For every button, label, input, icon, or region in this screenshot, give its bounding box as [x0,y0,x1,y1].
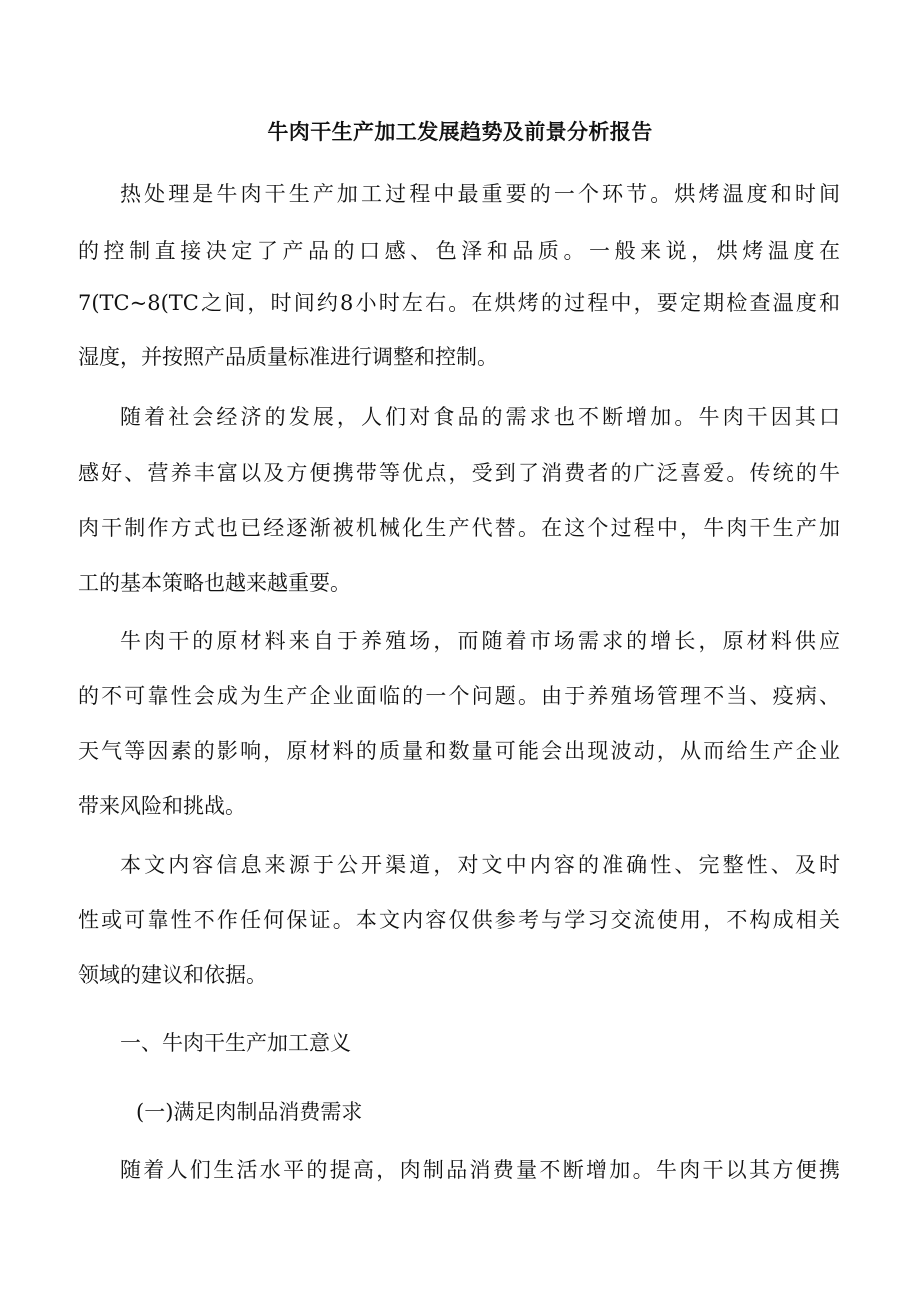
section-heading: 一、牛肉干生产加工意义 [120,1031,351,1055]
paragraph-2-line-3: 肉干制作方式也已经逐渐被机械化生产代替。在这个过程中，牛肉干生产加 [78,516,840,540]
paragraph-4-line-2: 性或可靠性不作任何保证。本文内容仅供参考与学习交流使用，不构成相关 [78,908,840,932]
document-title: 牛肉干生产加工发展趋势及前景分析报告 [267,120,653,144]
paragraph-1-line-4: 湿度，并按照产品质量标准进行调整和控制。 [78,345,498,369]
paragraph-5-line-1: 随着人们生活水平的提高，肉制品消费量不断增加。牛肉干以其方便携 [120,1158,840,1182]
paragraph-3-line-2: 的不可靠性会成为生产企业面临的一个问题。由于养殖场管理不当、疫病、 [78,684,840,708]
paragraph-3-line-4: 带来风险和挑战。 [78,794,246,818]
subsection-heading: (一)满足肉制品消费需求 [136,1100,363,1124]
paragraph-3-line-1: 牛肉干的原材料来自于养殖场，而随着市场需求的增长，原材料供应 [120,629,840,653]
paragraph-4-line-1: 本文内容信息来源于公开渠道，对文中内容的准确性、完整性、及时 [120,853,840,877]
paragraph-3-line-3: 天气等因素的影响，原材料的质量和数量可能会出现波动，从而给生产企业 [78,739,840,763]
paragraph-2-line-1: 随着社会经济的发展，人们对食品的需求也不断增加。牛肉干因其口 [120,405,840,429]
paragraph-1-line-3: 7(TC~8(TC之间，时间约8小时左右。在烘烤的过程中，要定期检查温度和 [78,291,840,315]
paragraph-1-line-2: 的控制直接决定了产品的口感、色泽和品质。一般来说，烘烤温度在 [78,239,840,263]
paragraph-4-line-3: 领域的建议和依据。 [78,963,267,987]
paragraph-1-line-1: 热处理是牛肉干生产加工过程中最重要的一个环节。烘烤温度和时间 [120,182,840,206]
paragraph-2-line-2: 感好、营养丰富以及方便携带等优点，受到了消费者的广泛喜爱。传统的牛 [78,461,840,485]
paragraph-2-line-4: 工的基本策略也越来越重要。 [78,571,351,595]
